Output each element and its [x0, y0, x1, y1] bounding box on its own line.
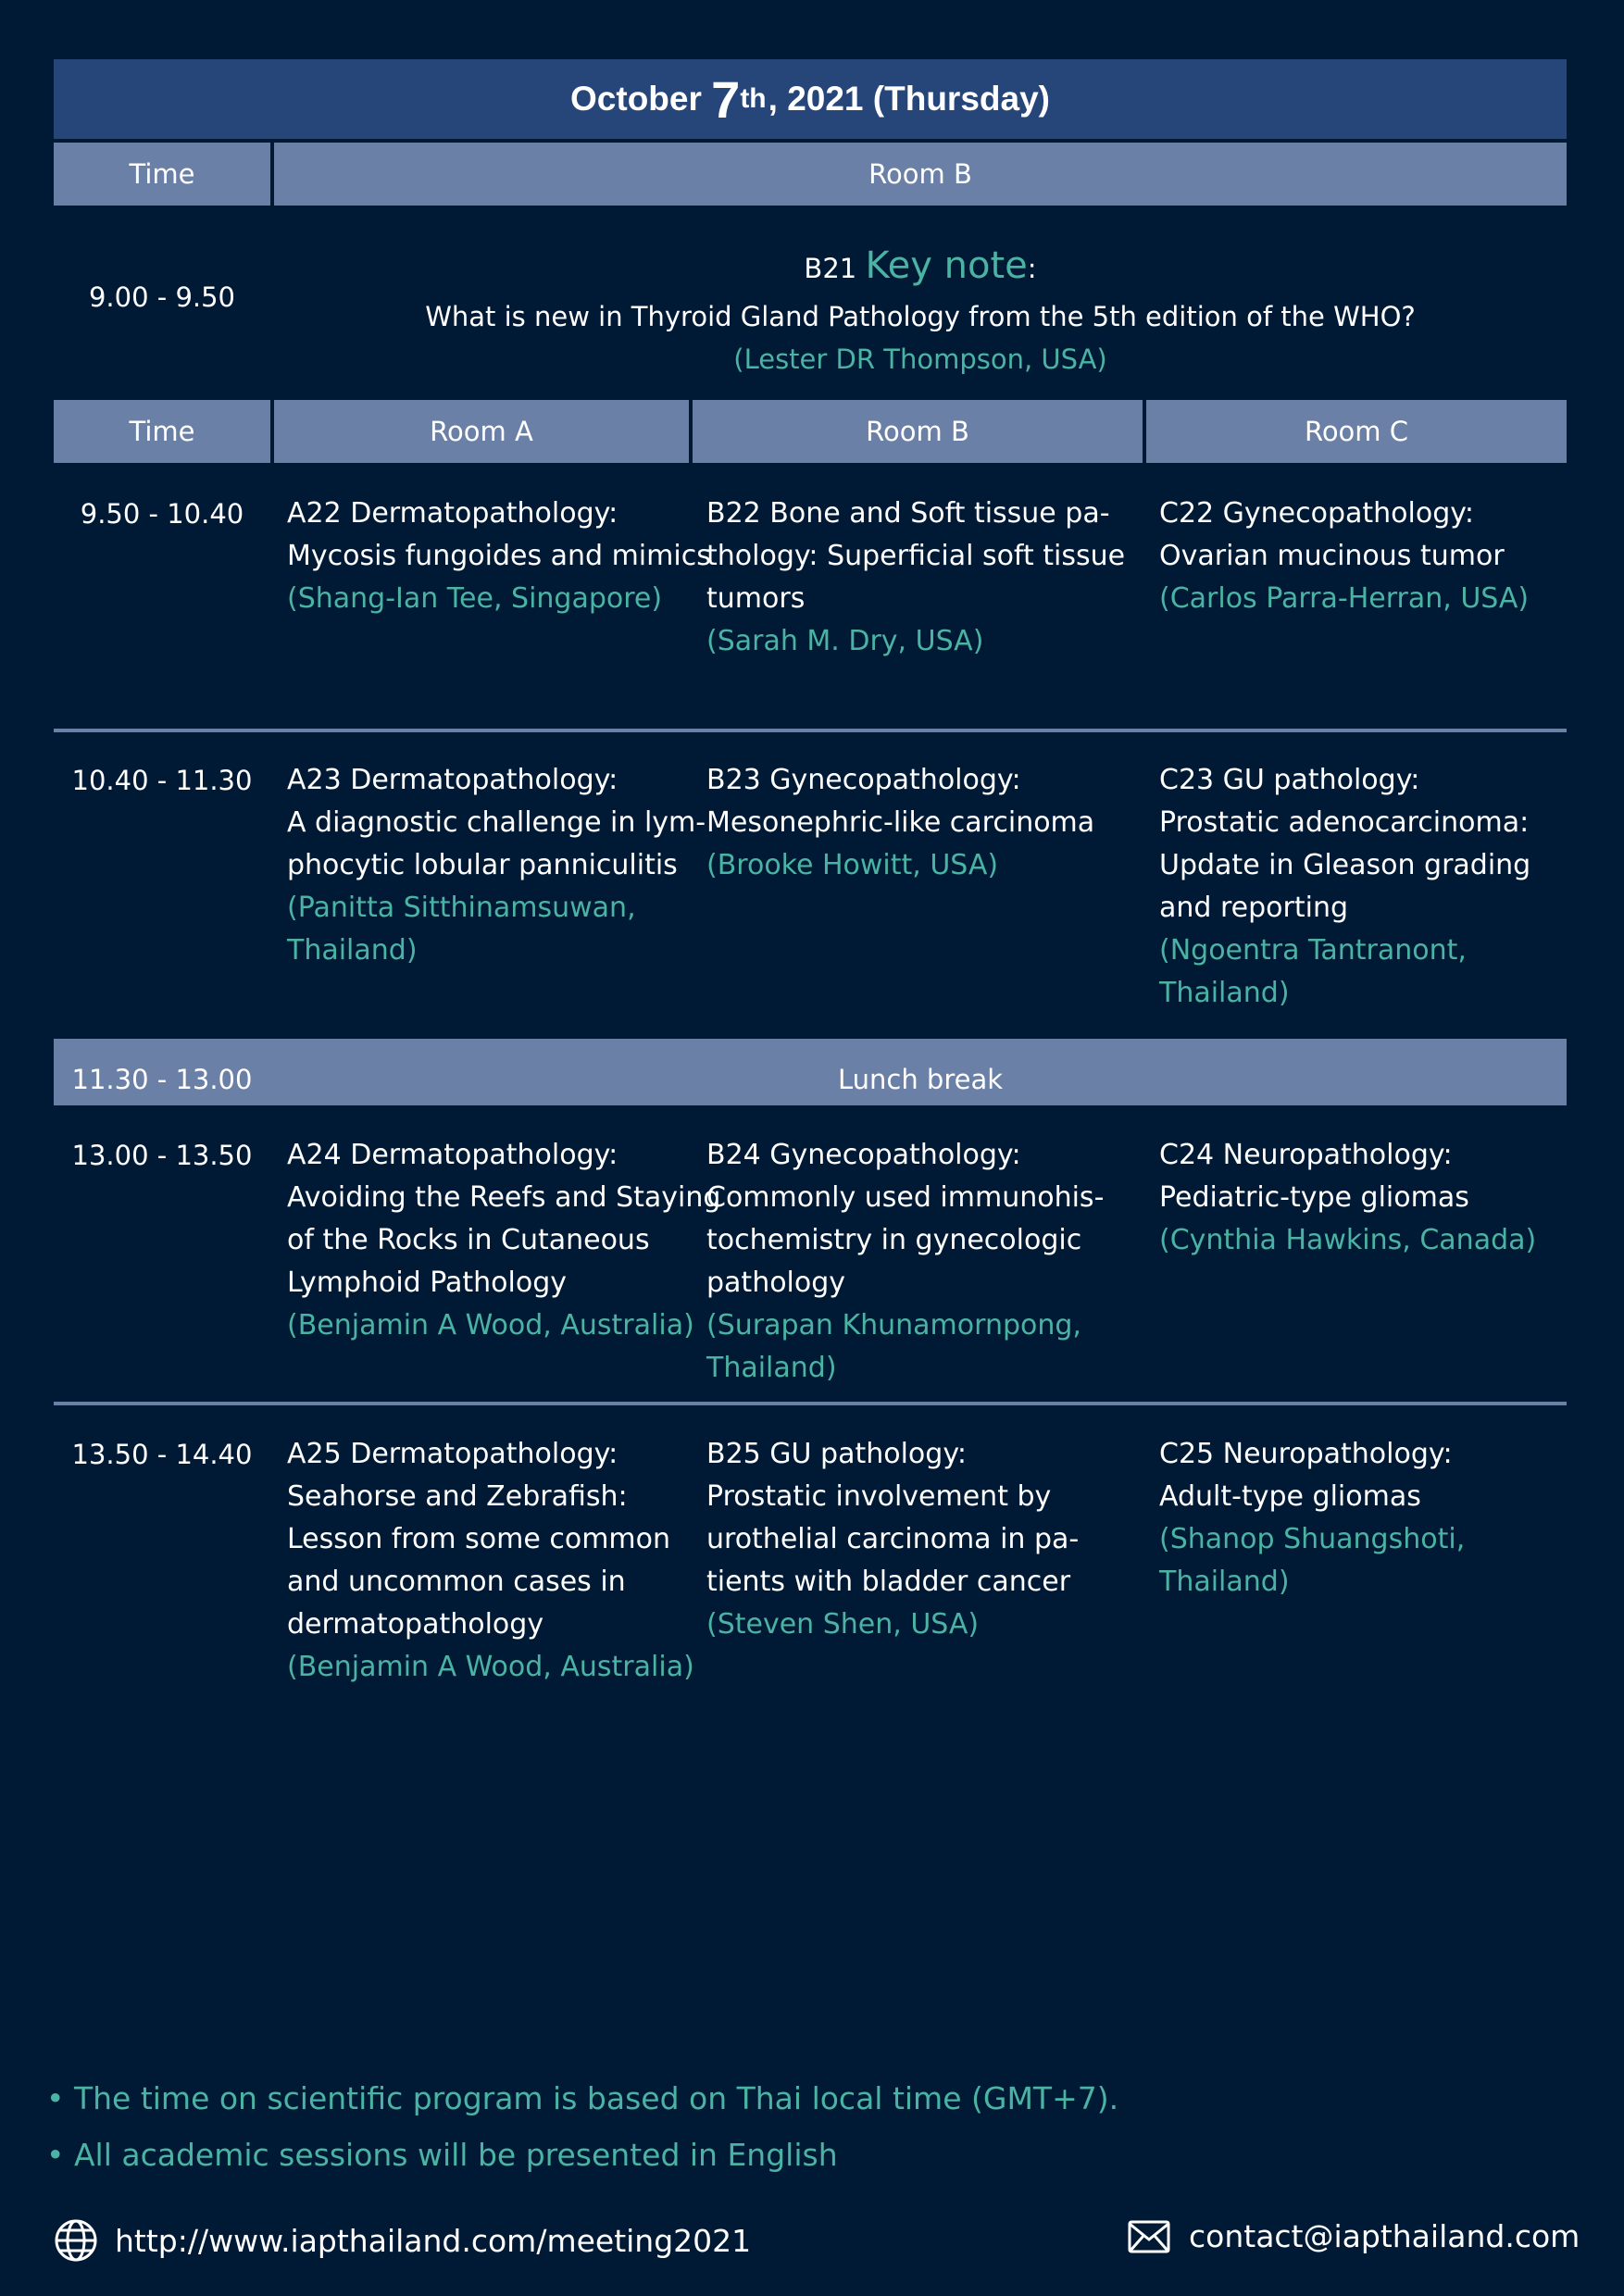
session-title-line: Prostatic involvement by	[706, 1480, 1052, 1513]
session-title-line: A25 Dermatopathology:	[287, 1438, 618, 1470]
session-title-line: and uncommon cases in	[287, 1566, 626, 1598]
session-time: 10.40 - 11.30	[71, 765, 253, 796]
note-timezone: • The time on scientific program is based on Thai local time (GMT+7).	[46, 2080, 1119, 2116]
note-language: • All academic sessions will be presented in English	[46, 2137, 838, 2173]
session-title-line: B23 Gynecopathology:	[706, 764, 1021, 796]
session-room-c	[1159, 493, 1529, 620]
session-speaker: Thailand)	[706, 1352, 837, 1384]
email-link[interactable]: contact@iapthailand.com	[1128, 2218, 1580, 2254]
session-speaker: (Benjamin A Wood, Australia)	[287, 1651, 694, 1683]
session-title-line: urothelial carcinoma in pa-	[706, 1523, 1080, 1555]
session-title-line: A23 Dermatopathology:	[287, 764, 618, 796]
session-speaker: Thailand)	[1159, 977, 1290, 1009]
session-title-line: B25 GU pathology:	[706, 1438, 968, 1470]
session-title-line: of the Rocks in Cutaneous	[287, 1224, 650, 1256]
session-title-line: tochemistry in gynecologic	[706, 1224, 1082, 1256]
session-title-line: Adult-type gliomas	[1159, 1480, 1421, 1513]
website-link[interactable]: http://www.iapthailand.com/meeting2021	[54, 2218, 751, 2263]
session-speaker: Thailand)	[1159, 1566, 1290, 1598]
session-title-line: Pediatric-type gliomas	[1159, 1181, 1469, 1214]
row-divider	[54, 729, 1567, 732]
session-title-line: C24 Neuropathology:	[1159, 1139, 1453, 1171]
header2-time: Time	[54, 400, 270, 463]
session-room-a	[287, 1134, 720, 1347]
row-divider	[54, 1402, 1567, 1405]
session-title-line: pathology	[706, 1267, 846, 1299]
session-title-line: Commonly used immunohis-	[706, 1181, 1105, 1214]
session-room-b	[706, 493, 1125, 663]
session-title-line: phocytic lobular panniculitis	[287, 849, 678, 881]
keynote-label: Key note	[865, 244, 1028, 287]
session-title-line: Mesonephric-like carcinoma	[706, 806, 1095, 839]
session-title-line: tients with bladder cancer	[706, 1566, 1071, 1598]
envelope-icon	[1128, 2220, 1170, 2253]
keynote-code: B21	[804, 253, 857, 284]
session-speaker: (Benjamin A Wood, Australia)	[287, 1309, 694, 1341]
session-speaker: (Surapan Khunamornpong,	[706, 1309, 1081, 1341]
lunch-label: Lunch break	[837, 1064, 1004, 1095]
session-title-line: A24 Dermatopathology:	[287, 1139, 618, 1171]
session-title-line: B22 Bone and Soft tissue pa-	[706, 497, 1110, 530]
session-title-line: dermatopathology	[287, 1608, 544, 1641]
session-room-c	[1159, 1134, 1536, 1262]
session-title-line: Seahorse and Zebrafish:	[287, 1480, 628, 1513]
header2-room-c: Room C	[1146, 400, 1567, 463]
lunch-time: 11.30 - 13.00	[71, 1064, 253, 1095]
session-room-c	[1159, 759, 1530, 1015]
session-title-line: Ovarian mucinous tumor	[1159, 540, 1505, 572]
session-room-b	[706, 1433, 1079, 1646]
session-title-line: thology: Superficial soft tissue	[706, 540, 1126, 572]
header2-room-b: Room B	[693, 400, 1143, 463]
session-title-line: Prostatic adenocarcinoma:	[1159, 806, 1530, 839]
session-speaker: (Shang-Ian Tee, Singapore)	[287, 582, 663, 615]
session-time: 13.50 - 14.40	[71, 1439, 253, 1470]
session-title-line: A diagnostic challenge in lym-	[287, 806, 706, 839]
session-title-line: C23 GU pathology:	[1159, 764, 1420, 796]
session-room-a	[287, 493, 711, 620]
keynote-speaker: (Lester DR Thompson, USA)	[733, 343, 1107, 375]
session-room-a	[287, 1433, 694, 1689]
keynote-block: B21 Key note: What is new in Thyroid Gland Pathology from the 5th edition of the WHO? (Lester DR Thompson, USA)	[274, 239, 1567, 381]
session-title-line: A22 Dermatopathology:	[287, 497, 618, 530]
session-title-line: C22 Gynecopathology:	[1159, 497, 1474, 530]
globe-icon	[54, 2218, 98, 2263]
session-title-line: Mycosis fungoides and mimics	[287, 540, 711, 572]
session-speaker: (Shanop Shuangshoti,	[1159, 1523, 1466, 1555]
page-title: October 7 th , 2021 (Thursday)	[54, 59, 1567, 139]
session-speaker: (Brooke Howitt, USA)	[706, 849, 999, 881]
session-title-line: tumors	[706, 582, 806, 615]
session-speaker: (Sarah M. Dry, USA)	[706, 625, 984, 657]
session-room-b	[706, 1134, 1104, 1390]
keynote-time: 9.00 - 9.50	[88, 281, 236, 313]
header-time: Time	[54, 143, 270, 206]
session-room-b	[706, 759, 1094, 887]
session-speaker: (Steven Shen, USA)	[706, 1608, 980, 1641]
header-room-b: Room B	[274, 143, 1567, 206]
session-title-line: Update in Gleason grading	[1159, 849, 1531, 881]
session-room-a	[287, 759, 706, 972]
session-title-line: C25 Neuropathology:	[1159, 1438, 1453, 1470]
session-speaker: (Panitta Sitthinamsuwan,	[287, 892, 636, 924]
session-title-line: Avoiding the Reefs and Staying	[287, 1181, 721, 1214]
session-speaker: (Ngoentra Tantranont,	[1159, 934, 1467, 967]
keynote-title: What is new in Thyroid Gland Pathology from the 5th edition of the WHO?	[425, 301, 1416, 332]
session-time: 9.50 - 10.40	[80, 498, 244, 530]
header2-room-a: Room A	[274, 400, 689, 463]
session-speaker: Thailand)	[287, 934, 418, 967]
session-speaker: (Carlos Parra-Herran, USA)	[1159, 582, 1530, 615]
session-time: 13.00 - 13.50	[71, 1140, 253, 1171]
session-room-c	[1159, 1433, 1465, 1603]
session-title-line: Lymphoid Pathology	[287, 1267, 568, 1299]
session-title-line: and reporting	[1159, 892, 1348, 924]
session-title-line: Lesson from some common	[287, 1523, 671, 1555]
session-speaker: (Cynthia Hawkins, Canada)	[1159, 1224, 1537, 1256]
session-title-line: B24 Gynecopathology:	[706, 1139, 1021, 1171]
